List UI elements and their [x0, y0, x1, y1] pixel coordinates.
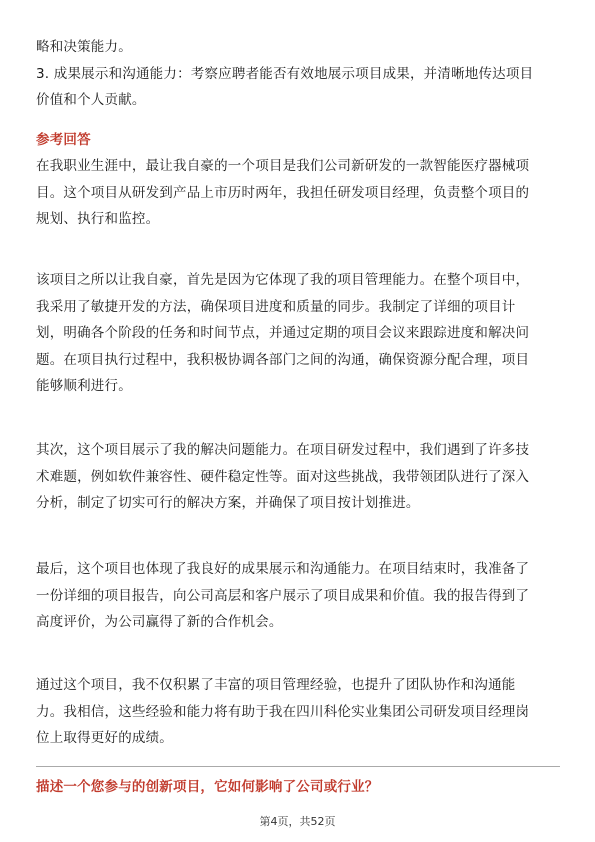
- section-divider: [36, 766, 560, 767]
- paragraph-line: 分析，制定了切实可行的解决方案，并确保了项目按计划推进。: [36, 495, 420, 511]
- paragraph-line: 划，明确各个阶段的任务和时间节点，并通过定期的项目会议来跟踪进度和解决问: [36, 325, 530, 341]
- paragraph-line: 能够顺利进行。: [36, 378, 132, 394]
- answer-heading: 参考回答: [36, 132, 91, 148]
- paragraph-line: 术难题，例如软件兼容性、硬件稳定性等。面对这些挑战，我带领团队进行了深入: [36, 468, 530, 485]
- paragraph-1: [36, 153, 560, 233]
- intro-block: [36, 34, 560, 114]
- paragraph-3: [36, 437, 560, 517]
- paragraph-5: [36, 672, 560, 752]
- paragraph-line: 最后，这个项目也体现了我良好的成果展示和沟通能力。在项目结束时，我准备了: [36, 561, 530, 577]
- paragraph-line: 力。我相信，这些经验和能力将有助于我在四川科伦实业集团公司研发项目经理岗: [36, 703, 530, 720]
- paragraph-line: 该项目之所以让我自豪，首先是因为它体现了我的项目管理能力。在整个项目中，: [36, 272, 530, 288]
- paragraph-line: 其次，这个项目展示了我的解决问题能力。在项目研发过程中，我们遇到了许多技: [36, 442, 530, 458]
- paragraph-line: 规划、执行和监控。: [36, 211, 160, 227]
- paragraph-line: 在我职业生涯中，最让我自豪的一个项目是我们公司新研发的一款智能医疗器械项: [36, 158, 530, 174]
- next-question-heading: 描述一个您参与的创新项目，它如何影响了公司或行业？: [36, 779, 379, 795]
- paragraph-line: 题。在项目执行过程中，我积极协调各部门之间的沟通，确保资源分配合理，项目: [36, 351, 530, 368]
- paragraph-4: [36, 556, 560, 636]
- paragraph-line: 一份详细的项目报告，向公司高层和客户展示了项目成果和价值。我的报告得到了: [36, 587, 530, 604]
- criterion-3-line-2: 价值和个人贡献。: [36, 92, 146, 108]
- criterion-3-line-1: 3. 成果展示和沟通能力：考察应聘者能否有效地展示项目成果，并清晰地传达项目: [36, 65, 534, 82]
- paragraph-line: 位上取得更好的成绩。: [36, 730, 173, 746]
- paragraph-line: 目。这个项目从研发到产品上市历时两年，我担任研发项目经理，负责整个项目的: [36, 184, 530, 201]
- paragraph-line: 我采用了敏捷开发的方法，确保项目进度和质量的同步。我制定了详细的项目计: [36, 298, 516, 315]
- paragraph-2: [36, 267, 560, 400]
- paragraph-line: 高度评价，为公司赢得了新的合作机会。: [36, 614, 283, 630]
- page-number: 第4页，共52页: [259, 815, 336, 828]
- paragraph-line: 通过这个项目，我不仅积累了丰富的项目管理经验，也提升了团队协作和沟通能: [36, 677, 516, 693]
- intro-continuation: 略和决策能力。: [36, 39, 132, 55]
